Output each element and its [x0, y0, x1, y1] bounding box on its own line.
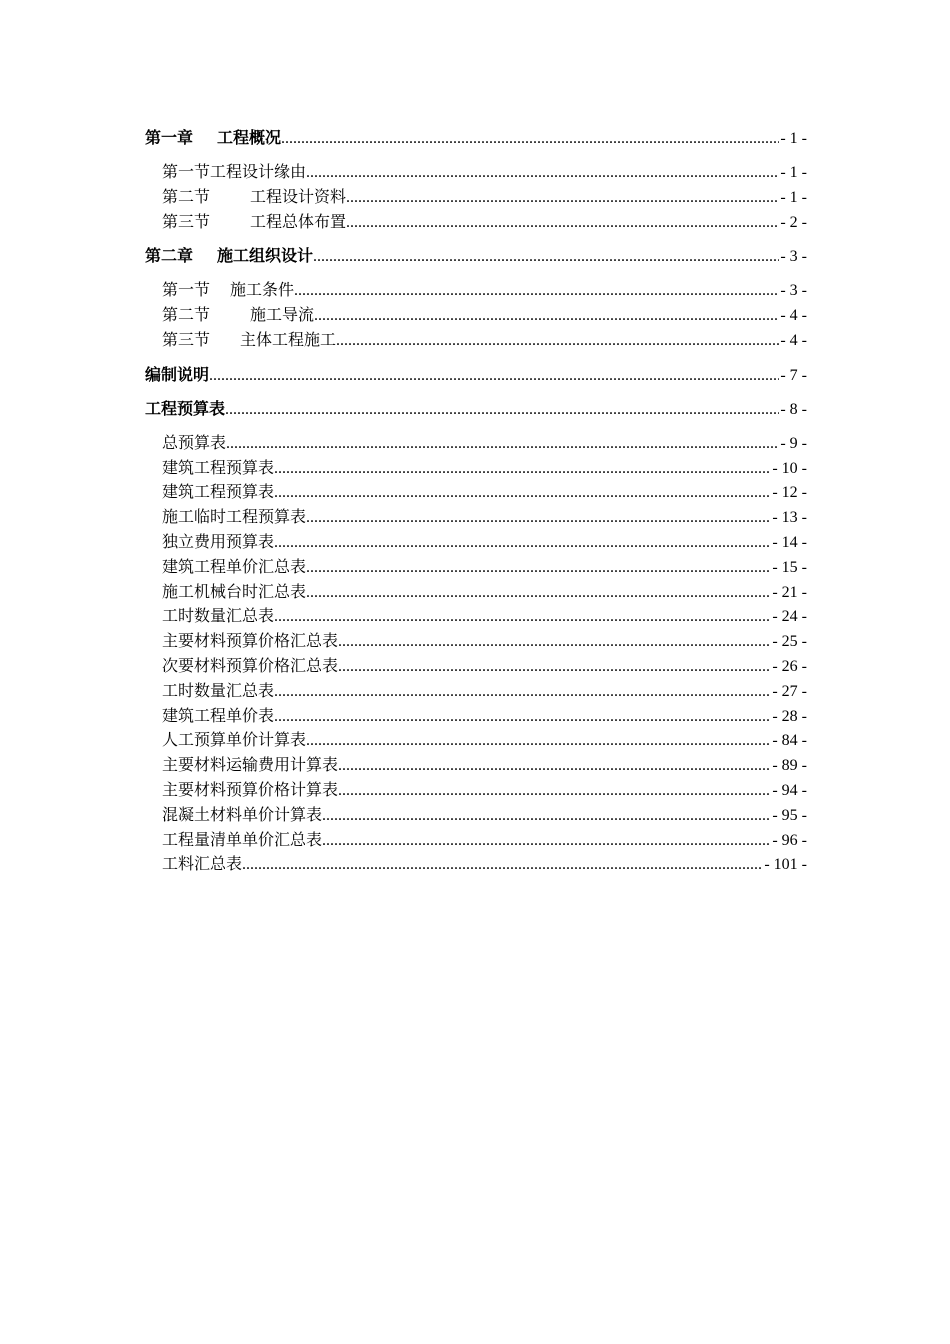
toc-title: 工时数量汇总表	[162, 606, 275, 626]
toc-section-2-3[interactable]	[145, 328, 807, 353]
toc-entry[interactable]	[145, 828, 807, 853]
toc-title: 人工预算单价计算表	[162, 730, 307, 750]
toc-entry[interactable]	[145, 555, 807, 580]
toc-title: 工时数量汇总表	[162, 680, 275, 700]
toc-page-number: - 10 -	[772, 459, 807, 477]
toc-entry[interactable]	[145, 480, 807, 505]
toc-entry[interactable]	[145, 803, 807, 828]
toc-entry[interactable]	[145, 753, 807, 778]
toc-section-1-2[interactable]	[145, 185, 807, 210]
toc-page-number: - 1 -	[780, 188, 807, 206]
toc-page-number: - 25 -	[772, 633, 807, 651]
toc-page-number: - 14 -	[772, 533, 807, 551]
dot-leader	[225, 398, 779, 421]
toc-title: 施工导流	[250, 305, 315, 325]
toc-entry[interactable]	[145, 728, 807, 753]
dot-leader	[306, 161, 779, 185]
toc-chapter-1[interactable]	[145, 126, 807, 150]
toc-number: 第一节	[162, 280, 211, 300]
toc-title: 工程量清单单价汇总表	[162, 829, 323, 849]
toc-title: 混凝土材料单价计算表	[162, 804, 323, 824]
toc-title: 施工组织设计	[217, 246, 314, 266]
dot-leader	[306, 729, 771, 753]
toc-entry[interactable]	[145, 456, 807, 481]
toc-page-number: - 15 -	[772, 558, 807, 576]
toc-section-2-1[interactable]	[145, 278, 807, 303]
toc-page-number: - 101 -	[764, 856, 807, 874]
toc-page-number: - 27 -	[772, 682, 807, 700]
toc-page-number: - 8 -	[780, 400, 807, 418]
toc-chapter-2[interactable]	[145, 244, 807, 268]
dot-leader	[226, 432, 779, 456]
toc-chapter-budget-tables[interactable]	[145, 397, 807, 421]
toc-number: 第二节	[162, 186, 211, 206]
toc-entry[interactable]	[145, 629, 807, 654]
toc-number: 第一节	[162, 162, 211, 181]
toc-entry[interactable]	[145, 431, 807, 456]
toc-page-number: - 21 -	[772, 583, 807, 601]
toc-page-number: - 13 -	[772, 509, 807, 527]
dot-leader	[338, 779, 771, 803]
toc-entry[interactable]	[145, 679, 807, 704]
toc-number: 第二章	[145, 246, 194, 266]
toc-title: 主要材料预算价格汇总表	[162, 631, 339, 651]
toc-title: 建筑工程预算表	[162, 457, 275, 477]
toc-title: 施工机械台时汇总表	[162, 581, 307, 601]
dot-leader	[338, 655, 771, 679]
toc-page-number: - 7 -	[780, 366, 807, 384]
dot-leader	[274, 531, 771, 555]
toc-page-number: - 95 -	[772, 806, 807, 824]
dot-leader	[281, 127, 779, 150]
toc-title: 建筑工程单价汇总表	[162, 556, 307, 576]
dot-leader	[209, 364, 779, 387]
toc-section-1-3[interactable]	[145, 210, 807, 235]
toc-title: 编制说明	[145, 364, 210, 384]
toc-title: 工程预算表	[145, 398, 226, 418]
dot-leader	[338, 630, 771, 654]
toc-section-1-1[interactable]	[145, 160, 807, 185]
toc-entry[interactable]	[145, 530, 807, 555]
dot-leader	[338, 754, 771, 778]
toc-number: 第三节	[162, 329, 211, 349]
toc-title: 工料汇总表	[162, 854, 243, 874]
toc-section-2-2[interactable]	[145, 303, 807, 328]
dot-leader	[274, 605, 771, 629]
toc-entry[interactable]	[145, 852, 807, 877]
toc-title: 总预算表	[162, 432, 227, 452]
toc-title: 建筑工程预算表	[162, 482, 275, 502]
toc-chapter-compilation-notes[interactable]	[145, 363, 807, 387]
toc-title: 工程总体布置	[250, 211, 347, 231]
toc-title: 主要材料运输费用计算表	[162, 755, 339, 775]
toc-entry[interactable]	[145, 778, 807, 803]
toc-page-number: - 2 -	[780, 213, 807, 231]
toc-number: 第一章	[145, 128, 194, 147]
dot-leader	[346, 211, 779, 235]
toc-title: 建筑工程单价表	[162, 705, 275, 725]
toc-page-number: - 89 -	[772, 757, 807, 775]
dot-leader	[274, 481, 771, 505]
toc-entry[interactable]	[145, 654, 807, 679]
toc-page-number: - 26 -	[772, 657, 807, 675]
toc-title: 独立费用预算表	[162, 531, 275, 551]
table-of-contents	[145, 126, 807, 877]
toc-number: 第二节	[162, 305, 211, 325]
toc-page-number: - 94 -	[772, 781, 807, 799]
toc-title: 次要材料预算价格汇总表	[162, 655, 339, 675]
dot-leader	[322, 829, 771, 853]
toc-title: 主要材料预算价格计算表	[162, 779, 339, 799]
dot-leader	[336, 329, 779, 353]
toc-page-number: - 4 -	[780, 331, 807, 349]
toc-page-number: - 12 -	[772, 484, 807, 502]
toc-page-number: - 3 -	[780, 248, 807, 266]
dot-leader	[313, 245, 779, 268]
dot-leader	[274, 705, 771, 729]
dot-leader	[242, 853, 763, 877]
dot-leader	[274, 457, 771, 481]
toc-page-number: - 4 -	[780, 307, 807, 325]
dot-leader	[306, 581, 771, 605]
toc-entry[interactable]	[145, 604, 807, 629]
toc-entry[interactable]	[145, 505, 807, 530]
toc-number: 第三节	[162, 211, 211, 231]
toc-page-number: - 9 -	[780, 434, 807, 452]
toc-title: 工程概况	[217, 128, 282, 147]
dot-leader	[322, 804, 771, 828]
toc-title: 工程设计缘由	[210, 162, 307, 181]
dot-leader	[306, 556, 771, 580]
dot-leader	[274, 680, 771, 704]
toc-page-number: - 84 -	[772, 732, 807, 750]
toc-page-number: - 28 -	[772, 707, 807, 725]
toc-entry[interactable]	[145, 704, 807, 729]
dot-leader	[306, 506, 771, 530]
toc-title: 主体工程施工	[240, 329, 337, 349]
toc-page-number: - 24 -	[772, 608, 807, 626]
toc-page-number: - 1 -	[780, 130, 807, 147]
toc-entry[interactable]	[145, 580, 807, 605]
toc-title: 工程设计资料	[250, 186, 347, 206]
dot-leader	[346, 186, 779, 210]
toc-page-number: - 96 -	[772, 831, 807, 849]
toc-title: 施工条件	[230, 280, 295, 300]
dot-leader	[294, 279, 779, 303]
dot-leader	[314, 304, 779, 328]
toc-page-number: - 3 -	[780, 282, 807, 300]
toc-title: 施工临时工程预算表	[162, 507, 307, 527]
toc-page-number: - 1 -	[780, 164, 807, 181]
